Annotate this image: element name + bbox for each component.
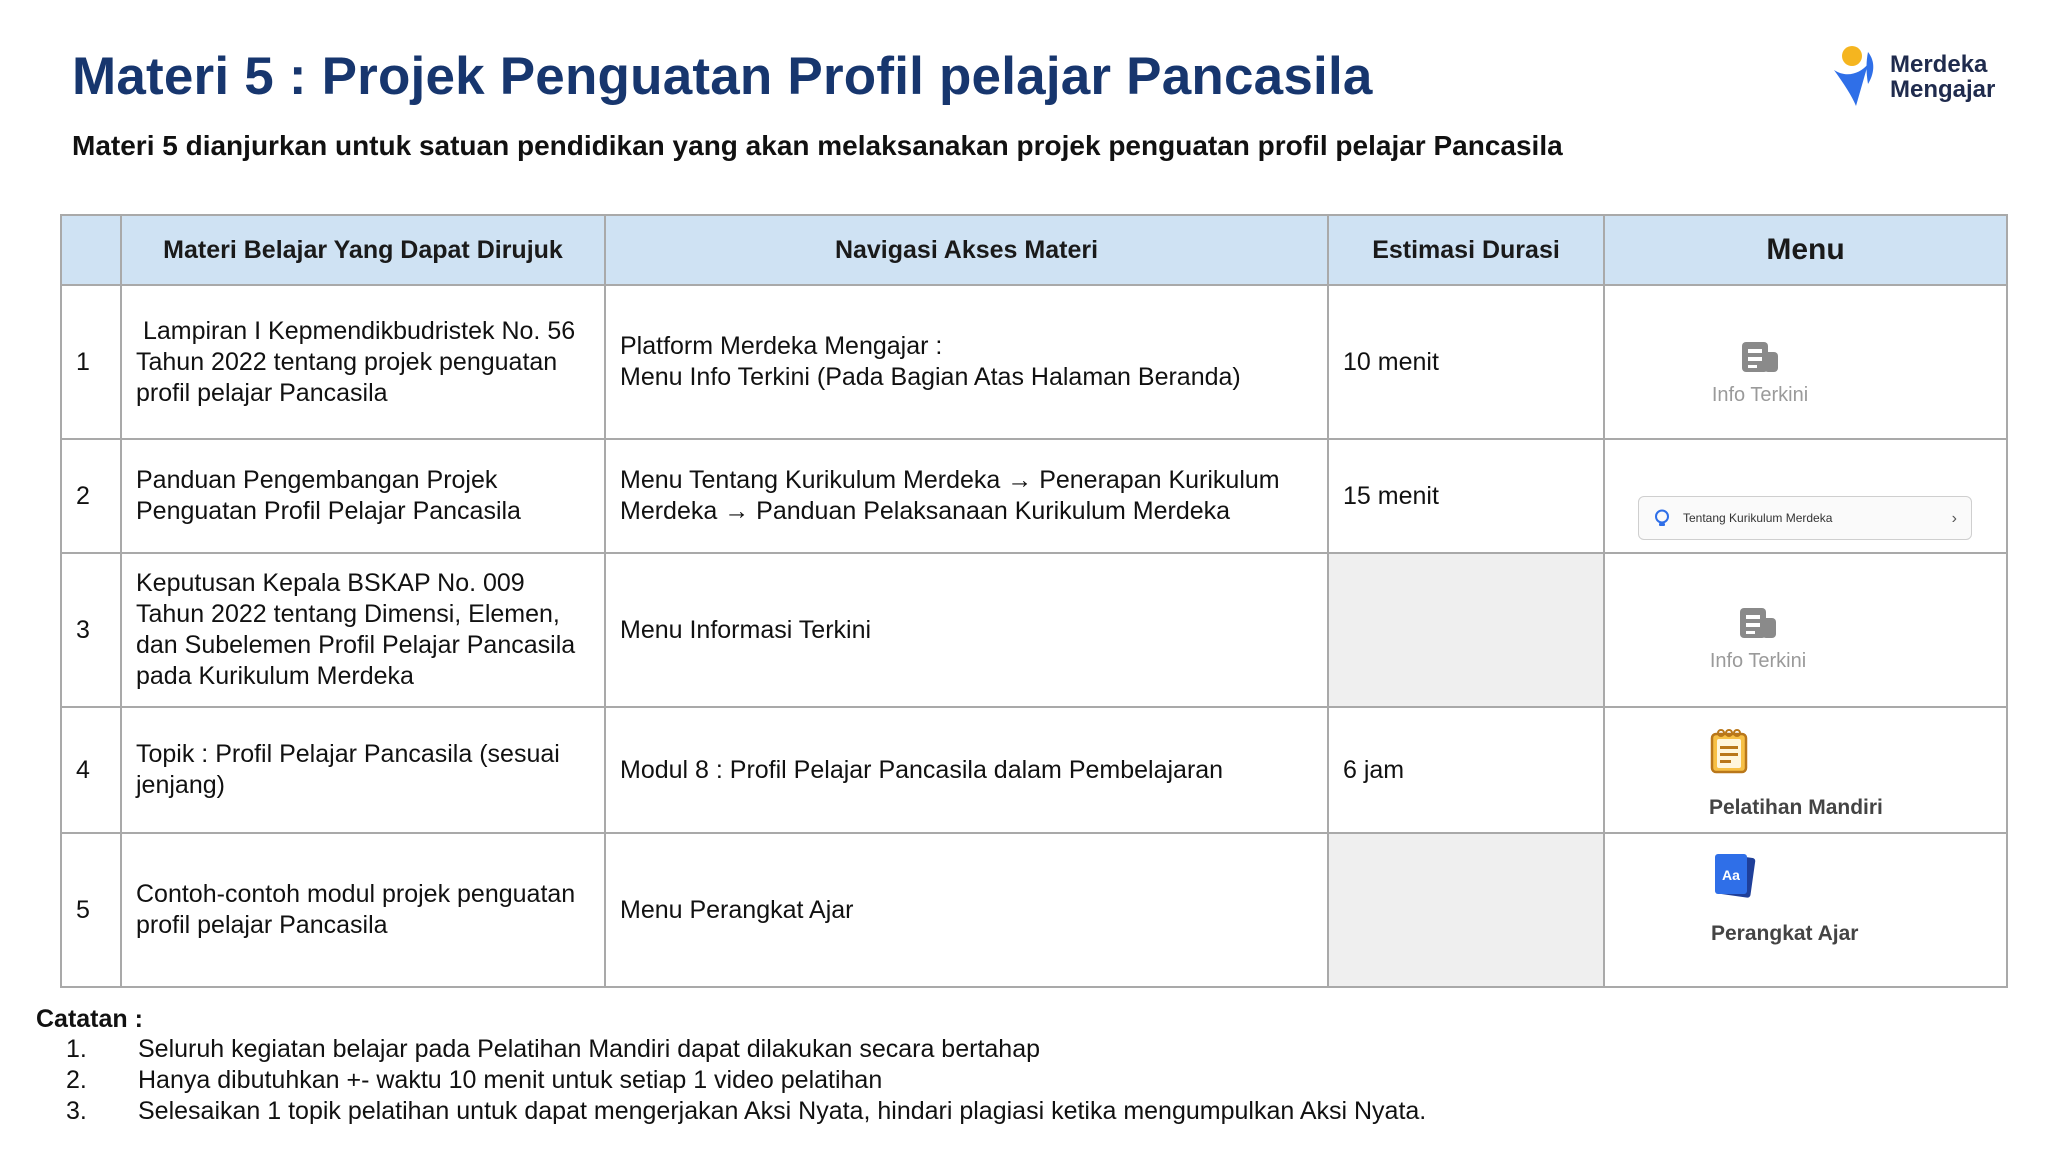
row-menu [1604, 553, 2007, 707]
table-header-row [61, 215, 2007, 285]
newspaper-icon [1740, 340, 1780, 374]
menu-info-terkini[interactable] [1703, 606, 1813, 677]
row-number: 4 [61, 707, 121, 833]
notes-item [36, 1034, 1426, 1065]
header-no [61, 215, 121, 285]
row-materi: Keputusan Kepala BSKAP No. 009 Tahun 2022 tentang Dimensi, Elemen, dan Subelemen Profil Pelajar Pancasila pada Kurikulum Merdeka [121, 553, 605, 707]
notes-item [36, 1065, 1426, 1096]
notes-item-number: 1. [66, 1035, 87, 1063]
header-durasi: Estimasi Durasi [1328, 215, 1604, 285]
notes-item-number: 3. [66, 1097, 87, 1125]
notes-item-text: Seluruh kegiatan belajar pada Pelatihan Mandiri dapat dilakukan secara bertahap [138, 1035, 1041, 1063]
menu-info-terkini-label: Info Terkini [1711, 384, 1809, 406]
book-aa-icon [1711, 852, 1759, 900]
book-aa-text: Aa [1722, 867, 1740, 883]
row-materi: Contoh-contoh modul projek penguatan profil pelajar Pancasila [121, 833, 605, 987]
merdeka-mengajar-logo-icon [1830, 44, 1886, 110]
menu-tentang-kurikulum-merdeka[interactable] [1638, 496, 1972, 540]
table-row [61, 833, 2007, 987]
row-durasi: 10 menit [1328, 285, 1604, 439]
row-navigasi: Menu Informasi Terkini [605, 553, 1328, 707]
row-materi: Panduan Pengembangan Projek Penguatan Profil Pelajar Pancasila [121, 439, 605, 553]
header-menu: Menu [1604, 215, 2007, 285]
notes-item-text: Selesaikan 1 topik pelatihan untuk dapat mengerjakan Aksi Nyata, hindari plagiasi ketika mengumpulkan Aksi Nyata. [138, 1097, 1427, 1125]
table-row [61, 439, 2007, 553]
row-menu [1604, 707, 2007, 833]
notes-item-number: 2. [66, 1066, 87, 1094]
header-navigasi: Navigasi Akses Materi [605, 215, 1328, 285]
row-durasi: 15 menit [1328, 439, 1604, 553]
row-number: 1 [61, 285, 121, 439]
row-durasi [1328, 833, 1604, 987]
notes-item-text: Hanya dibutuhkan +- waktu 10 menit untuk setiap 1 video pelatihan [138, 1066, 883, 1094]
menu-pelatihan-mandiri[interactable] [1709, 728, 1899, 823]
row-menu [1604, 833, 2007, 987]
menu-pelatihan-mandiri-label: Pelatihan Mandiri [1709, 796, 1883, 819]
logo-text [1890, 52, 1995, 102]
menu-tentang-kurikulum-label: Tentang Kurikulum Merdeka [1683, 510, 1833, 525]
row-navigasi [605, 285, 1328, 439]
header-materi: Materi Belajar Yang Dapat Dirujuk [121, 215, 605, 285]
notes-section [36, 1005, 1426, 1127]
menu-perangkat-ajar-label: Perangkat Ajar [1711, 922, 1859, 945]
menu-info-terkini-label: Info Terkini [1709, 650, 1807, 672]
row-navigasi: Menu Tentang Kurikulum Merdeka → Penerapan Kurikulum Merdeka → Panduan Pelaksanaan Kurikulum Merdeka [605, 439, 1328, 553]
notes-list [36, 1034, 1426, 1127]
row-navigasi-line: Menu Info Terkini (Pada Bagian Atas Halaman Beranda) [620, 363, 1241, 391]
row-navigasi: Modul 8 : Profil Pelajar Pancasila dalam Pembelajaran [605, 707, 1328, 833]
materials-table [60, 214, 2008, 988]
notes-title: Catatan : [36, 1005, 143, 1033]
notepad-icon [1709, 728, 1749, 774]
row-materi: Topik : Profil Pelajar Pancasila (sesuai jenjang) [121, 707, 605, 833]
table-row [61, 285, 2007, 439]
row-navigasi: Menu Perangkat Ajar [605, 833, 1328, 987]
page-subtitle: Materi 5 dianjurkan untuk satuan pendidikan yang akan melaksanakan projek penguatan profil pelajar Pancasila [72, 130, 1563, 161]
row-number: 2 [61, 439, 121, 553]
table-row [61, 553, 2007, 707]
menu-perangkat-ajar[interactable] [1711, 852, 1871, 949]
newspaper-icon [1738, 606, 1778, 640]
page-title: Materi 5 : Projek Penguatan Profil pelajar Pancasila [72, 47, 1373, 106]
row-number: 5 [61, 833, 121, 987]
logo-text-line1: Merdeka [1890, 51, 1988, 78]
row-materi: Lampiran I Kepmendikbudristek No. 56 Tahun 2022 tentang projek penguatan profil pelajar Pancasila [121, 285, 605, 439]
lightbulb-icon [1653, 509, 1671, 527]
chevron-right-icon: › [1951, 509, 1957, 527]
row-menu [1604, 285, 2007, 439]
row-durasi: 6 jam [1328, 707, 1604, 833]
row-menu [1604, 439, 2007, 553]
row-number: 3 [61, 553, 121, 707]
merdeka-mengajar-logo [1830, 44, 2010, 114]
table-row [61, 707, 2007, 833]
menu-info-terkini[interactable] [1705, 340, 1815, 411]
logo-text-line2: Mengajar [1890, 76, 1996, 103]
row-durasi [1328, 553, 1604, 707]
row-navigasi-line: Platform Merdeka Mengajar : [620, 332, 943, 360]
notes-item [36, 1096, 1426, 1127]
